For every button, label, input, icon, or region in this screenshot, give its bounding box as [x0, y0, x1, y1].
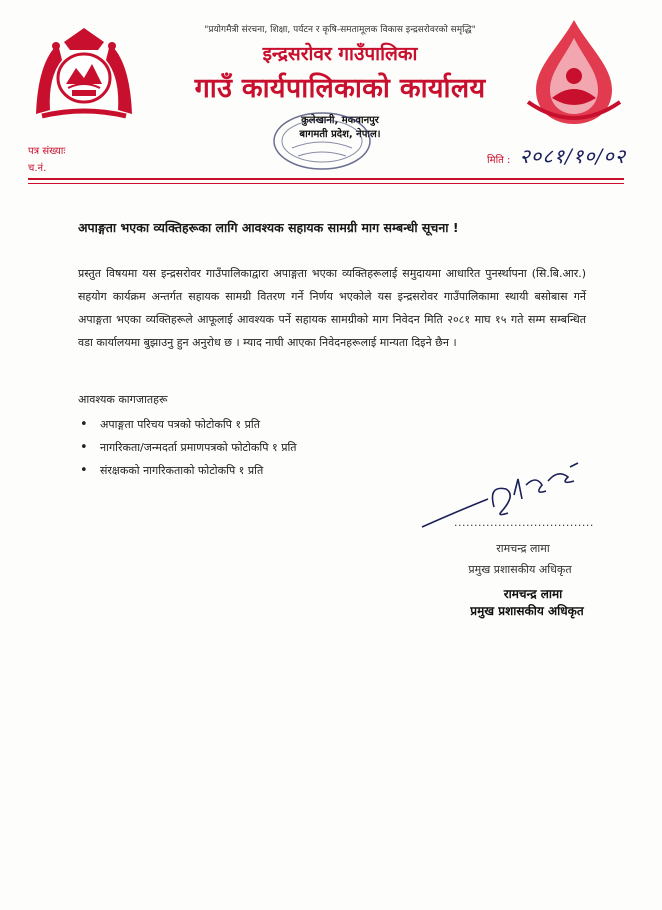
list-item [78, 413, 297, 436]
motto: "प्रयोगमैत्री संरचना, शिक्षा, पर्यटन र कृषि-समतामूलक विकास इन्द्रसरोवरको समृद्धि" [204, 25, 476, 35]
list-item [78, 459, 297, 482]
body-paragraph: प्रस्तुत विषयमा यस इन्द्रसरोवर गाउँपालिकाद्वारा अपाङ्गता भएका व्यक्तिहरूलाई समुदायमा आधारित पुनर्स्थापना (सि.बि.आर.) सहयोग कार्यक्रम अन्तर्गत सहायक सामग्री वितरण गर्ने निर्णय भएकोले यस इन्द्रसरोवर गाउँपालिकामा स्थायी बसोबास गर्ने अपाङ्गता भएका व्यक्तिहरूले आफूलाई आवश्यक पर्ने सहायक सामग्रीको माग निवेदन मिति २०८१ माघ १५ गते सम्म सम्बन्धित वडा कार्यालयमा बुझाउनु हुन अनुरोध छ । म्याद नाघी आएका निवेदनहरूलाई मान्यता दिइने छैन । [78, 267, 586, 349]
drop-logo-icon [520, 16, 628, 128]
required-documents-list [78, 413, 297, 482]
signature-line: ................................... [454, 516, 594, 529]
list-item-text: संरक्षकको नागरिकताको फोटोकपि १ प्रति [100, 464, 264, 477]
list-item-text: नागरिकता/जन्मदर्ता प्रमाणपत्रको फोटोकपि १ प्रति [100, 441, 297, 454]
subject-line: अपाङ्गता भएका व्यक्तिहरूका लागि आवश्यक सहायक सामग्री माग सम्बन्धी सूचना ! [78, 220, 459, 235]
office-stamp [268, 108, 376, 174]
bullet-icon: • [80, 417, 88, 432]
address-line-2: बागमती प्रदेश, नेपाल। [299, 129, 381, 140]
office-name: गाउँ कार्यपालिकाको कार्यालय [194, 73, 486, 104]
header-divider-thin [28, 183, 624, 184]
nepal-emblem-icon [28, 22, 140, 120]
list-item [78, 436, 297, 459]
list-item-text: अपाङ्गता परिचय पत्रको फोटोकपि १ प्रति [100, 418, 261, 431]
address-line-1: कुलेखानी, मकवानपुर [301, 115, 379, 126]
bullet-icon: • [80, 463, 88, 478]
dispatch-number-label: च.नं. [28, 163, 47, 174]
signatory-title: प्रमुख प्रशासकीय अधिकृत [468, 563, 572, 576]
date-label: मिति : [487, 155, 511, 166]
reference-number-label: पत्र संख्याः [28, 146, 66, 157]
date-value: २०८१/१०/०२ [519, 144, 627, 168]
municipality-name: इन्द्रसरोवर गाउँपालिका [262, 43, 418, 65]
signatory-title-bold: प्रमुख प्रशासकीय अधिकृत [470, 604, 584, 618]
signatory-name: रामचन्द्र लामा [496, 542, 550, 555]
required-documents-heading: आवश्यक कागजातहरू [78, 393, 168, 406]
signatory-name-bold: रामचन्द्र लामा [503, 587, 563, 601]
date-field [487, 142, 626, 169]
bullet-icon: • [80, 440, 88, 455]
header-divider [28, 178, 624, 180]
